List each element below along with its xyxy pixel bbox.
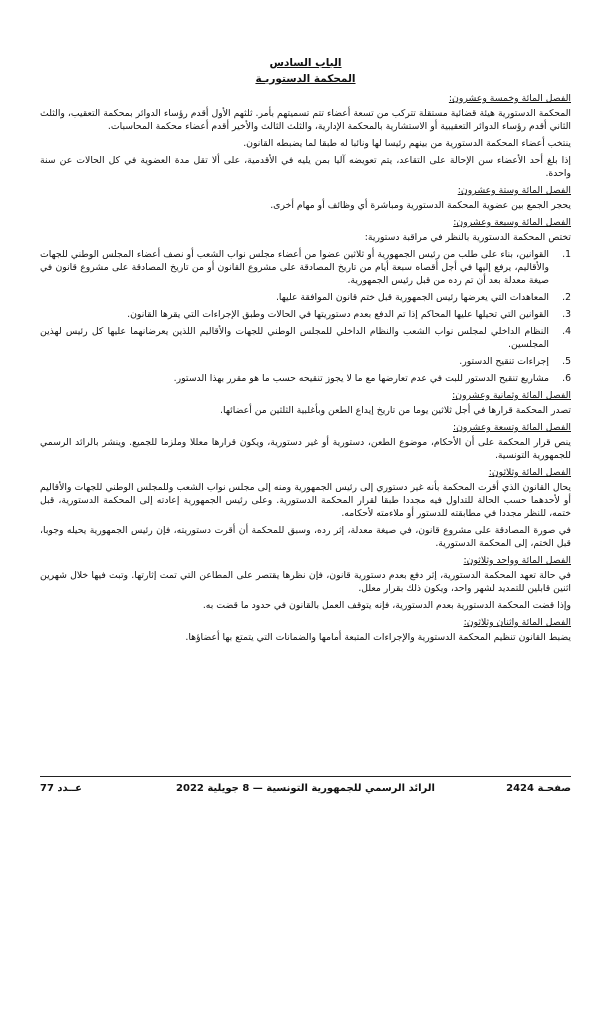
footer-divider — [40, 776, 571, 777]
list-text: القوانين، بناء على طلب من رئيس الجمهورية أو ثلاثين عضوا من أعضاء مجلس نواب الشعب أو نصف أعضاء المجلس الوطني للجهات والأقاليم، يرفع إليها في أجل أقصاه سبعة أيام من تاريخ المصادقة على مشروع القانون أو من تاريخ المصادقة على مشروع قانون في صيغة معدلة بعد أن تم رده من قبل رئيس الجمهورية. — [40, 249, 549, 286]
list-number: 4. — [562, 326, 571, 337]
list-text: المعاهدات التي يعرضها رئيس الجمهورية قبل ختم قانون الموافقة عليها. — [275, 292, 549, 303]
paragraph: ينص قرار المحكمة على أن الأحكام، موضوع الطعن، دستورية أو غير دستورية، ويكون قرارها معللا وملزما للجميع. وينشر بالرائد الرسمي للجمهورية التونسية. — [40, 437, 571, 461]
list-item — [40, 325, 571, 351]
article-131 — [40, 554, 571, 612]
article-129 — [40, 421, 571, 462]
article-heading: الفصل المائة وسبعة وعشرون: — [453, 217, 571, 228]
list-number: 5. — [562, 356, 571, 367]
paragraph: وإذا قضت المحكمة الدستورية بعدم الدستورية، فإنه يتوقف العمل بالقانون في حدود ما قضت به. — [202, 600, 571, 611]
section-title: المحكمة الدستوريـة — [255, 73, 356, 85]
article-heading: الفصل المائة واثنان وثلاثون: — [463, 617, 571, 628]
list-number: 6. — [562, 373, 571, 384]
list-number: 3. — [562, 309, 571, 320]
list-number: 2. — [562, 292, 571, 303]
paragraph: تختص المحكمة الدستورية بالنظر في مراقبة دستورية: — [364, 232, 571, 243]
list-item — [40, 355, 571, 368]
list-text: القوانين التي تحيلها عليها المحاكم إذا تم الدفع بعدم دستوريتها في الحالات وطبق الإجراءات التي يقرها القانون. — [127, 309, 549, 320]
article-heading: الفصل المائة وستة وعشرون: — [457, 185, 571, 196]
paragraph: في حالة تعهد المحكمة الدستورية، إثر دفع بعدم دستورية قانون، فإن نظرها يقتصر على المطاعن التي تمت إثارتها. وتبت فيها خلال شهرين اثنين قابلين للتمديد لشهر واحد، ويكون ذلك بقرار معلل. — [40, 570, 571, 594]
paragraph: يحال القانون الذي أقرت المحكمة بأنه غير دستوري إلى رئيس الجمهورية ومنه إلى مجلس نواب الشعب وللمجلس الوطني للجهات والأقاليم أو لأحدهما حسب الحالة للتداول فيه مجددا طبقا لقرار المحكمة الدستورية. وعلى رئيس الجمهورية إعادته إلى المحكمة الدستورية، قبل ختمه، للنظر مجددا في مطابقته للدستور أو ملاءمته لأحكامه. — [40, 482, 571, 519]
paragraph: تصدر المحكمة قرارها في أجل ثلاثين يوما من تاريخ إيداع الطعن وبأغلبية الثلثين من أعضائها. — [220, 405, 571, 416]
list-text: إجراءات تنقيح الدستور. — [459, 356, 549, 367]
article-132 — [40, 616, 571, 644]
list-item — [40, 308, 571, 321]
chapter-title: الباب السادس — [269, 57, 342, 69]
list-number: 1. — [562, 249, 571, 260]
page-footer — [40, 783, 571, 797]
paragraph: المحكمة الدستورية هيئة قضائية مستقلة تتركب من تسعة أعضاء تتم تسميتهم بأمر. ثلثهم الأول أقدم رؤساء الدوائر بمحكمة التعقيب، والثلث الثاني أقدم رؤساء الدوائر التعقيبية أو الاستشارية بالمحكمة الإدارية، والثلث الثالث والأخير أقدم أعضاء محكمة المحاسبات. — [40, 108, 571, 132]
list-text: النظام الداخلي لمجلس نواب الشعب والنظام الداخلي للمجلس الوطني للجهات والأقاليم اللذين يعرضانهما عليها كل رئيس لهذين المجلسين. — [40, 326, 549, 350]
paragraph: في صورة المصادقة على مشروع قانون، في صيغة معدلة، إثر رده، وسبق للمحكمة أن أقرت دستوريته، فإن رئيس الجمهورية يحيله وجوبا، قبل الختم، إلى المحكمة الدستورية. — [40, 525, 571, 549]
journal-title: الرائد الرسمي للجمهورية التونسية — 8 جويلية 2022 — [176, 783, 435, 794]
list-item — [40, 248, 571, 287]
article-125 — [40, 92, 571, 180]
article-130 — [40, 466, 571, 550]
jurisdiction-list — [40, 248, 571, 385]
page-number: صفحـة 2424 — [506, 783, 571, 794]
list-text: مشاريع تنقيح الدستور للبت في عدم تعارضها مع ما لا يجوز تنقيحه حسب ما هو مقرر بهذا الدستور. — [173, 373, 549, 384]
list-item — [40, 372, 571, 385]
issue-number: عــدد 77 — [40, 783, 82, 794]
article-heading: الفصل المائة وتسعة وعشرون: — [452, 422, 571, 433]
article-126 — [40, 184, 571, 212]
article-heading: الفصل المائة وثلاثون: — [488, 467, 571, 478]
article-128 — [40, 389, 571, 417]
paragraph: إذا بلغ أحد الأعضاء سن الإحالة على التقاعد، يتم تعويضه آليا بمن يليه في الأقدمية، على ألا تقل مدة العضوية في كل الحالات عن سنة واحدة. — [40, 155, 571, 179]
paragraph: ينتخب أعضاء المحكمة الدستورية من بينهم رئيسا لها ونائبا له طبقا لما يضبطه القانون. — [243, 138, 571, 149]
article-heading: الفصل المائة وخمسة وعشرون: — [448, 93, 571, 104]
paragraph: يضبط القانون تنظيم المحكمة الدستورية والإجراءات المتبعة أمامها والضمانات التي يتمتع بها أعضاؤها. — [185, 632, 571, 643]
list-item — [40, 291, 571, 304]
document-body — [40, 56, 571, 648]
paragraph: يحجر الجمع بين عضوية المحكمة الدستورية ومباشرة أي وظائف أو مهام أخرى. — [270, 200, 571, 211]
article-heading: الفصل المائة وواحد وثلاثون: — [463, 555, 571, 566]
article-127 — [40, 216, 571, 385]
article-heading: الفصل المائة وثمانية وعشرون: — [452, 390, 571, 401]
